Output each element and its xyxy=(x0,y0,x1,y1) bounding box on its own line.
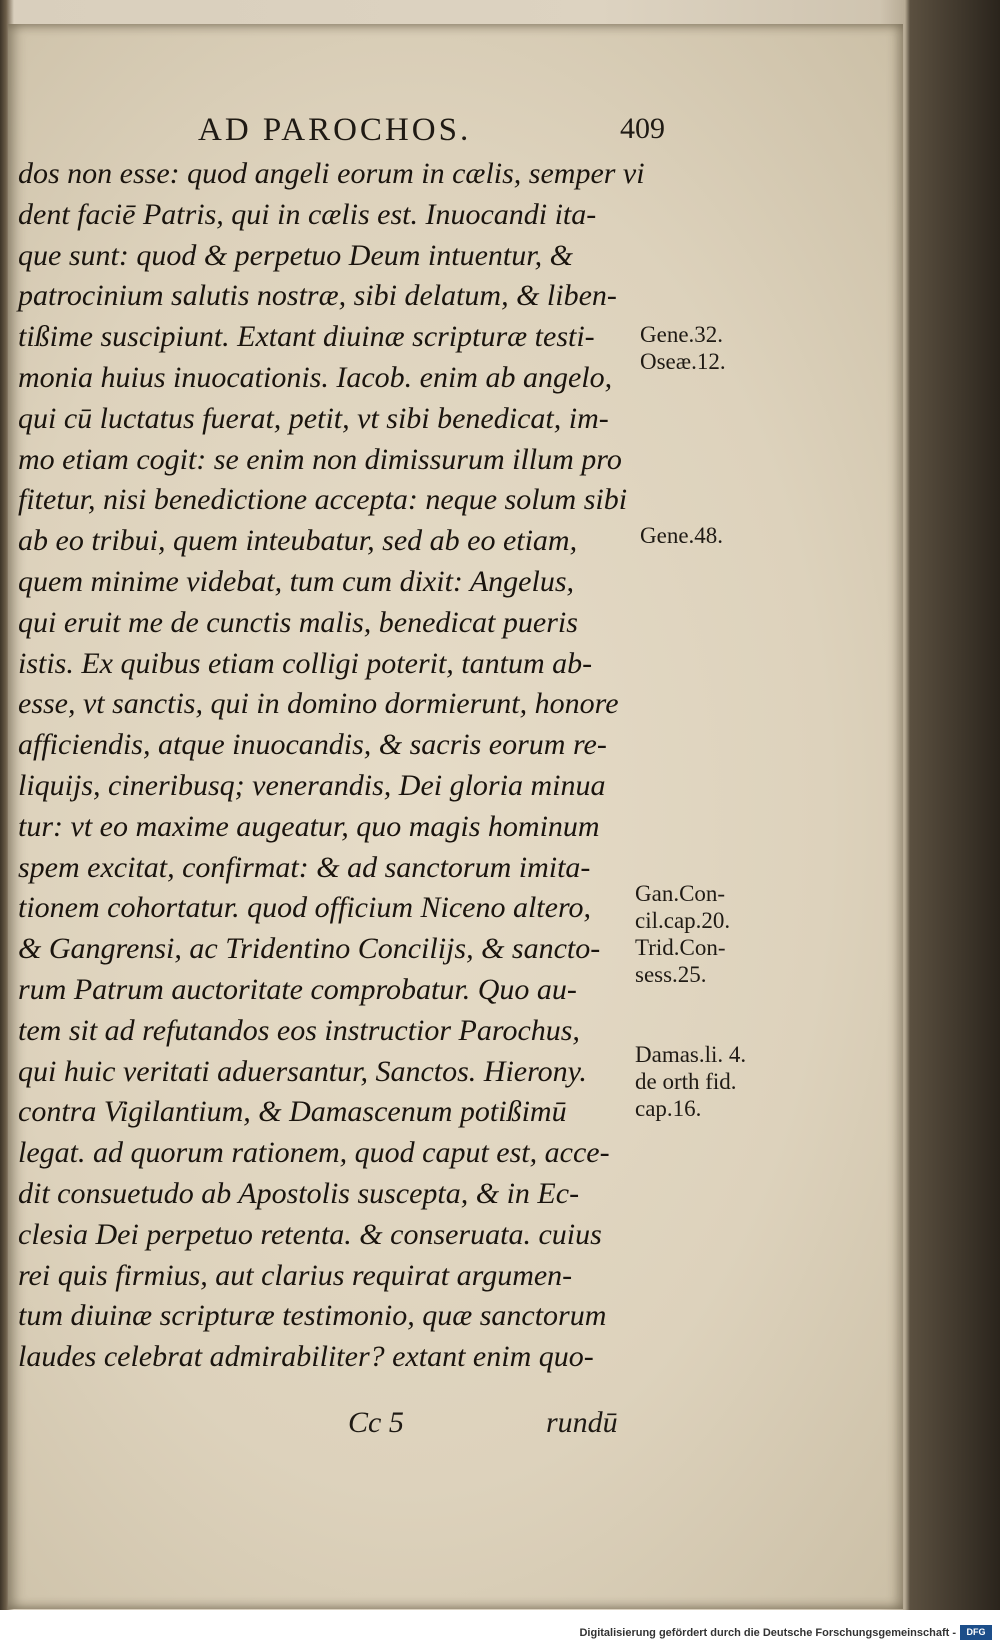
catchword: rundū xyxy=(546,1406,618,1439)
text-line: qui cū luctatus fuerat, petit, vt sibi benedicat, im- xyxy=(18,401,609,435)
text-line: quem minime videbat, tum cum dixit: Angelus, xyxy=(18,564,574,598)
marginal-note-4 xyxy=(635,1041,746,1122)
signature-mark: Cc 5 xyxy=(348,1406,404,1439)
text-line: esse, vt sanctis, qui in domino dormierunt, honore xyxy=(18,687,619,721)
text-line: rei quis firmius, aut clarius requirat argumen- xyxy=(18,1258,573,1292)
marginal-note-1 xyxy=(640,321,726,375)
text-line: tem sit ad refutandos eos instructior Parochus, xyxy=(18,1013,580,1047)
text-line: tißime suscipiunt. Extant diuinæ scripturæ testi- xyxy=(18,320,595,354)
page-number: 409 xyxy=(620,112,665,145)
text-line: afficiendis, atque inuocandis, & sacris eorum re- xyxy=(18,728,607,762)
marginal-note-line: Damas.li. 4. xyxy=(635,1042,747,1067)
marginal-note-2 xyxy=(640,522,723,549)
text-line: patrocinium salutis nostræ, sibi delatum, & liben- xyxy=(18,279,617,313)
marginal-note-3 xyxy=(635,880,730,988)
marginal-note-line: de orth fid. xyxy=(635,1069,737,1094)
text-line: tionem cohortatur. quod officium Niceno altero, xyxy=(18,891,592,925)
text-line: mo etiam cogit: se enim non dimissurum illum pro xyxy=(18,442,622,476)
dfg-logo: DFG xyxy=(960,1625,992,1640)
text-line: tum diuinæ scripturæ testimonio, quæ sanctorum xyxy=(18,1299,607,1333)
book-page xyxy=(8,24,903,1609)
marginal-note-line: Oseæ.12. xyxy=(640,349,726,374)
text-line: qui eruit me de cunctis malis, benedicat pueris xyxy=(18,605,578,639)
text-line: dit consuetudo ab Apostolis suscepta, & in Ec- xyxy=(18,1176,580,1210)
marginal-note-line: Gene.48. xyxy=(640,523,724,548)
text-line: dent faciē Patris, qui in cælis est. Inuocandi ita- xyxy=(18,197,597,231)
running-head: AD PAROCHOS. xyxy=(198,112,472,148)
text-line: liquijs, cineribusq; venerandis, Dei gloria minua xyxy=(18,768,606,802)
text-line: istis. Ex quibus etiam colligi poterit, tantum ab- xyxy=(18,646,593,680)
text-line: ab eo tribui, quem inteubatur, sed ab eo etiam, xyxy=(18,524,578,558)
body-text xyxy=(18,154,678,1378)
text-line: tur: vt eo maxime augeatur, quo magis hominum xyxy=(18,809,600,843)
page-header xyxy=(8,86,903,146)
marginal-note-line: Trid.Con- xyxy=(635,935,726,960)
text-line: qui huic veritati aduersantur, Sanctos. Hierony. xyxy=(18,1054,587,1088)
text-line: clesia Dei perpetuo retenta. & conseruata. cuius xyxy=(18,1217,602,1251)
text-line: spem excitat, confirmat: & ad sanctorum imita- xyxy=(18,850,591,884)
footer-bar xyxy=(0,1610,1000,1645)
marginal-note-line: cil.cap.20. xyxy=(635,908,731,933)
funding-credit: Digitalisierung gefördert durch die Deutsche Forschungsgemeinschaft - xyxy=(579,1627,956,1639)
text-line: dos non esse: quod angeli eorum in cælis, semper vi xyxy=(18,157,645,190)
marginal-note-line: Gan.Con- xyxy=(635,881,726,906)
marginal-note-line: cap.16. xyxy=(635,1096,702,1121)
marginal-note-line: sess.25. xyxy=(635,962,707,987)
text-line: monia huius inuocationis. Iacob. enim ab angelo, xyxy=(18,360,613,394)
text-line: laudes celebrat admirabiliter? extant enim quo- xyxy=(18,1340,594,1374)
marginal-note-line: Gene.32. xyxy=(640,322,724,347)
text-line: fitetur, nisi benedictione accepta: neque solum sibi xyxy=(18,483,628,517)
text-line: contra Vigilantium, & Damascenum potißimū xyxy=(18,1095,567,1129)
text-line: & Gangrensi, ac Tridentino Concilijs, & sancto- xyxy=(18,932,601,966)
text-line: rum Patrum auctoritate comprobatur. Quo au- xyxy=(18,972,577,1006)
text-line: legat. ad quorum rationem, quod caput est, acce- xyxy=(18,1136,610,1170)
text-line: que sunt: quod & perpetuo Deum intuentur, & xyxy=(18,238,573,272)
